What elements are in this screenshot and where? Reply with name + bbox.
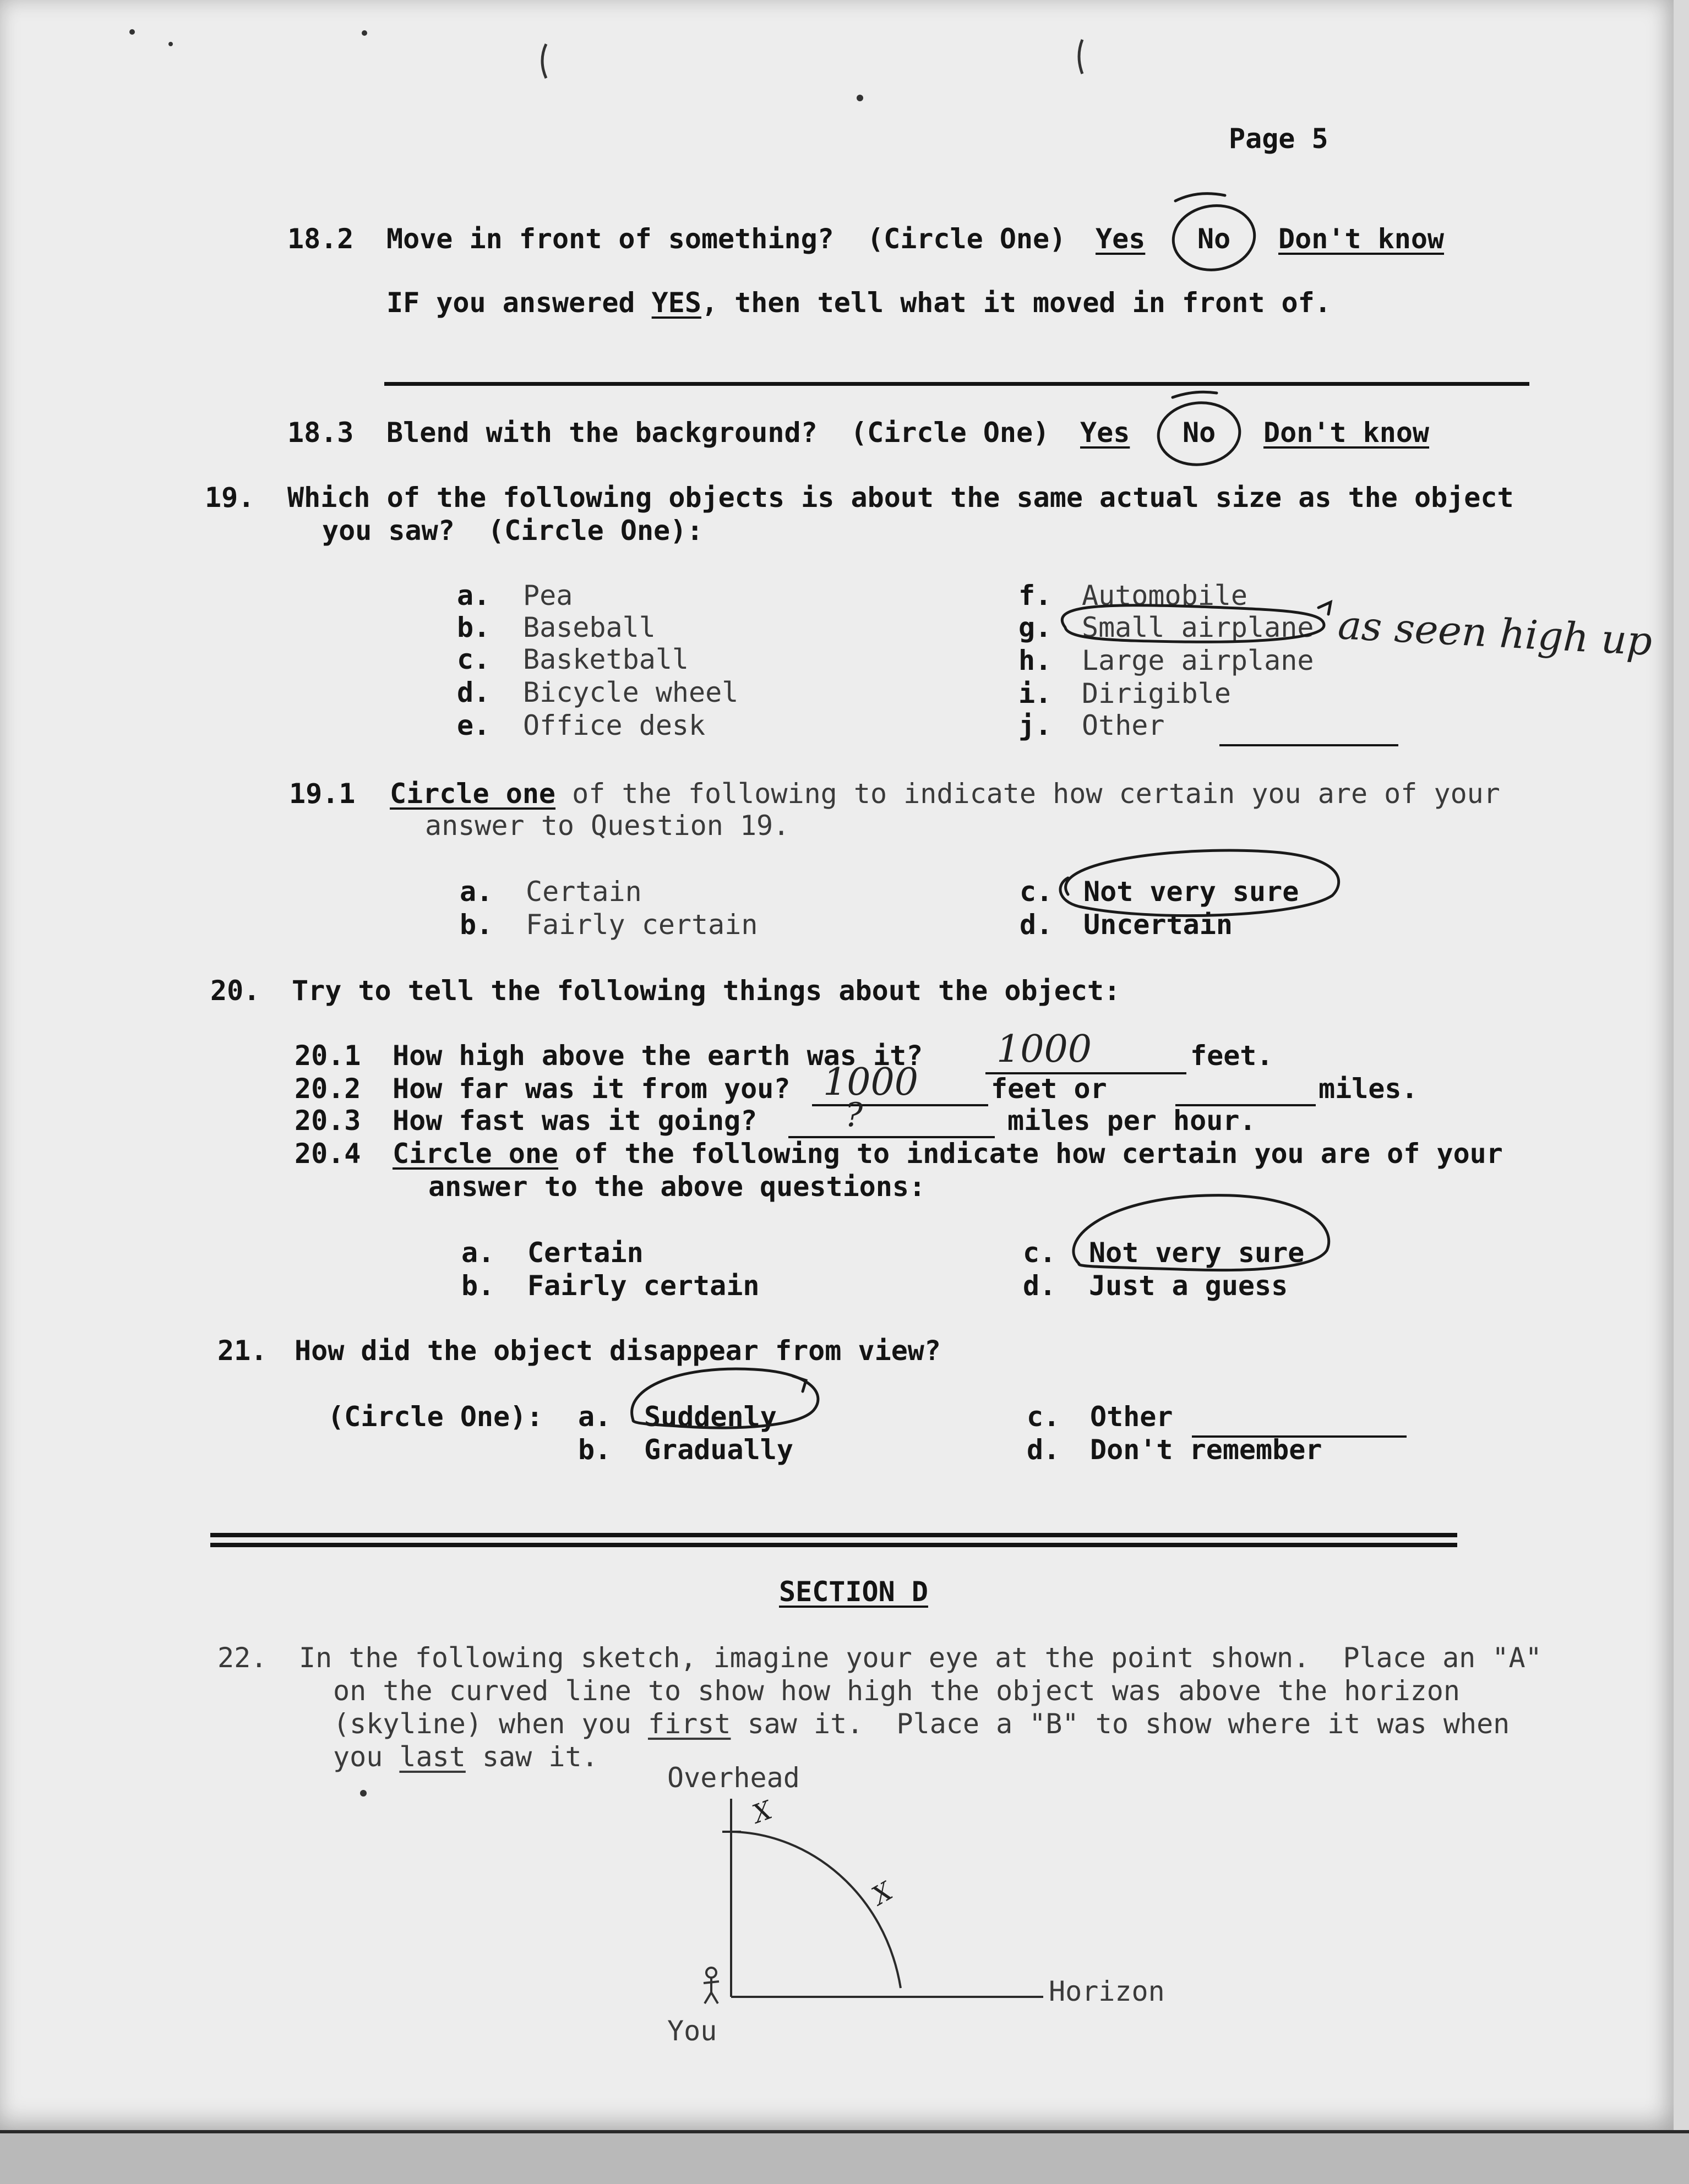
q18-3-circle-mark xyxy=(1156,399,1243,469)
q18-2-option-dont-know[interactable]: Don't know xyxy=(1278,223,1445,255)
q19-opt-f-letter: f. xyxy=(1018,580,1052,611)
q20-4-opt-b[interactable]: Fairly certain xyxy=(527,1270,760,1302)
q21-opt-d-letter: d. xyxy=(1027,1434,1060,1466)
q20-4-opt-c[interactable]: Not very sure xyxy=(1089,1237,1305,1269)
q19-handwritten-note: as seen high up xyxy=(1337,602,1654,664)
q19-1-opt-b[interactable]: Fairly certain xyxy=(526,909,758,941)
q19-opt-j-letter: j. xyxy=(1018,709,1052,741)
q19-opt-b[interactable]: Baseball xyxy=(523,611,656,643)
q19-opt-e[interactable]: Office desk xyxy=(523,709,706,741)
scan-mark xyxy=(542,44,546,78)
q21-opt-b[interactable]: Gradually xyxy=(644,1434,793,1466)
q19-circle-arrow xyxy=(1318,602,1331,614)
scan-right-edge xyxy=(1674,0,1689,2130)
q18-3-number: 18.3 xyxy=(287,417,354,449)
sketch-mark-last-seen[interactable]: X xyxy=(867,1876,898,1911)
sketch-label-you: You xyxy=(667,2015,717,2047)
scan-speck xyxy=(857,95,863,101)
q19-opt-d-letter: d. xyxy=(457,676,491,708)
q20-2-unit1: feet or xyxy=(991,1073,1107,1105)
q18-2-circle-tail xyxy=(1175,194,1225,201)
q18-3-circle-tail xyxy=(1173,392,1217,397)
q21-opt-a[interactable]: Suddenly xyxy=(644,1401,777,1433)
q19-opt-g-letter: g. xyxy=(1018,611,1052,643)
q19-circle-mark xyxy=(1062,605,1324,642)
q18-2-text: Move in front of something? xyxy=(386,223,834,255)
q19-1-opt-c[interactable]: Not very sure xyxy=(1083,876,1299,908)
q20-3-answer[interactable]: ? xyxy=(845,1096,863,1134)
q19-1-opt-a[interactable]: Certain xyxy=(526,876,642,908)
section-d-title: SECTION D xyxy=(779,1576,928,1608)
q20-1-number: 20.1 xyxy=(295,1040,361,1072)
q20-4-opt-d[interactable]: Just a guess xyxy=(1089,1270,1288,1302)
q20-4-opt-c-letter: c. xyxy=(1023,1237,1056,1269)
q19-opt-f[interactable]: Automobile xyxy=(1082,580,1248,611)
q21-number: 21. xyxy=(217,1335,268,1367)
q20-4-opt-d-letter: d. xyxy=(1023,1270,1056,1302)
q20-2-number: 20.2 xyxy=(295,1073,361,1105)
q20-1-unit: feet. xyxy=(1190,1040,1273,1072)
q21-opt-c-letter: c. xyxy=(1027,1401,1060,1433)
q20-4-opt-a[interactable]: Certain xyxy=(527,1237,644,1269)
q20-2-text: How far was it from you? xyxy=(393,1073,791,1105)
q19-opt-g[interactable]: Small airplane xyxy=(1082,611,1314,643)
q21-text: How did the object disappear from view? xyxy=(295,1335,941,1367)
q18-3-option-yes[interactable]: Yes xyxy=(1080,417,1130,449)
q19-1-opt-a-letter: a. xyxy=(460,876,493,908)
q20-4-number: 20.4 xyxy=(295,1138,361,1170)
q20-1-answer[interactable]: 1000 xyxy=(996,1028,1092,1071)
q18-2-followup: IF you answered YES, then tell what it moved in front of. xyxy=(386,287,1331,319)
q22-line1: In the following sketch, imagine your eye at the point shown. Place an "A" xyxy=(299,1642,1542,1674)
q21-opt-c[interactable]: Other xyxy=(1090,1401,1173,1433)
q19-opt-a[interactable]: Pea xyxy=(523,580,573,611)
q18-2-circle-one: (Circle One) xyxy=(867,223,1066,255)
q22-line4: you last saw it. xyxy=(333,1741,598,1773)
q21-opt-a-letter: a. xyxy=(578,1401,612,1433)
q19-line2: you saw? (Circle One): xyxy=(322,515,704,547)
q21-circle-mark xyxy=(632,1369,818,1428)
q20-2-unit2: miles. xyxy=(1318,1073,1418,1105)
q21-circle-one: (Circle One): xyxy=(328,1401,543,1433)
q20-1-text: How high above the earth was it? xyxy=(393,1040,923,1072)
q19-1-circle-mark xyxy=(1060,850,1339,916)
scan-speck xyxy=(168,42,173,46)
q19-1-number: 19.1 xyxy=(289,778,356,810)
q20-2-answer[interactable]: 1000 xyxy=(823,1061,919,1104)
sketch-sky-arc xyxy=(731,1832,901,1988)
q19-opt-i-letter: i. xyxy=(1018,678,1052,709)
page-number: Page 5 xyxy=(1229,123,1328,155)
sketch-eye-figure xyxy=(704,1968,719,2003)
q19-1-opt-b-letter: b. xyxy=(460,909,493,941)
q20-4-line2: answer to the above questions: xyxy=(428,1171,926,1203)
q18-3-option-no[interactable]: No xyxy=(1183,417,1216,449)
q20-3-text: How fast was it going? xyxy=(393,1105,758,1137)
q21-opt-b-letter: b. xyxy=(578,1434,612,1466)
scan-speck xyxy=(360,1790,367,1797)
q18-3-text: Blend with the background? xyxy=(386,417,818,449)
q20-text: Try to tell the following things about the object: xyxy=(292,975,1121,1007)
scan-bottom-edge xyxy=(0,2130,1689,2184)
q22-line3: (skyline) when you first saw it. Place a "B" to show where it was when xyxy=(333,1708,1510,1740)
sketch-mark-first-seen[interactable]: X xyxy=(748,1795,776,1829)
q19-1-opt-d[interactable]: Uncertain xyxy=(1083,909,1233,941)
q18-2-option-yes[interactable]: Yes xyxy=(1096,223,1146,255)
q21-circle-arrow xyxy=(793,1376,806,1391)
q19-opt-d[interactable]: Bicycle wheel xyxy=(523,676,739,708)
q19-opt-e-letter: e. xyxy=(457,709,491,741)
scan-speck xyxy=(362,30,367,36)
q22-number: 22. xyxy=(217,1642,268,1674)
q18-2-number: 18.2 xyxy=(287,223,354,255)
q19-1-line1: Circle one of the following to indicate how certain you are of your xyxy=(390,778,1500,810)
q19-opt-h[interactable]: Large airplane xyxy=(1082,645,1314,676)
q20-3-number: 20.3 xyxy=(295,1105,361,1137)
q20-4-opt-b-letter: b. xyxy=(461,1270,495,1302)
scan-mark xyxy=(1079,40,1082,74)
q19-opt-c[interactable]: Basketball xyxy=(523,643,689,675)
q19-opt-c-letter: c. xyxy=(457,643,491,675)
sketch-label-overhead: Overhead xyxy=(667,1762,800,1794)
q19-number: 19. xyxy=(205,482,255,514)
q19-opt-a-letter: a. xyxy=(457,580,491,611)
q19-1-line2: answer to Question 19. xyxy=(425,810,790,842)
sketch-label-horizon: Horizon xyxy=(1049,1975,1165,2007)
q20-3-unit: miles per hour. xyxy=(1007,1105,1256,1137)
q19-1-opt-d-letter: d. xyxy=(1020,909,1053,941)
q18-2-option-no[interactable]: No xyxy=(1197,223,1231,255)
q19-line1: Which of the following objects is about the same actual size as the object xyxy=(287,482,1514,514)
q18-2-circle-mark xyxy=(1169,200,1259,275)
q18-3-option-dont-know[interactable]: Don't know xyxy=(1263,417,1430,449)
q19-1-opt-c-letter: c. xyxy=(1020,876,1053,908)
q19-opt-i[interactable]: Dirigible xyxy=(1082,678,1231,709)
q18-3-circle-one: (Circle One) xyxy=(851,417,1050,449)
q21-opt-d[interactable]: Don't remember xyxy=(1090,1434,1322,1466)
q20-4-circle-mark xyxy=(1074,1195,1329,1270)
q20-4-line1: Circle one of the following to indicate how certain you are of your xyxy=(393,1138,1503,1170)
q19-opt-j[interactable]: Other xyxy=(1082,709,1165,741)
q19-opt-h-letter: h. xyxy=(1018,645,1052,676)
q19-opt-b-letter: b. xyxy=(457,611,491,643)
q22-line2: on the curved line to show how high the object was above the horizon xyxy=(333,1675,1460,1707)
scan-speck xyxy=(129,29,135,35)
q20-4-opt-a-letter: a. xyxy=(461,1237,495,1269)
q20-number: 20. xyxy=(210,975,260,1007)
